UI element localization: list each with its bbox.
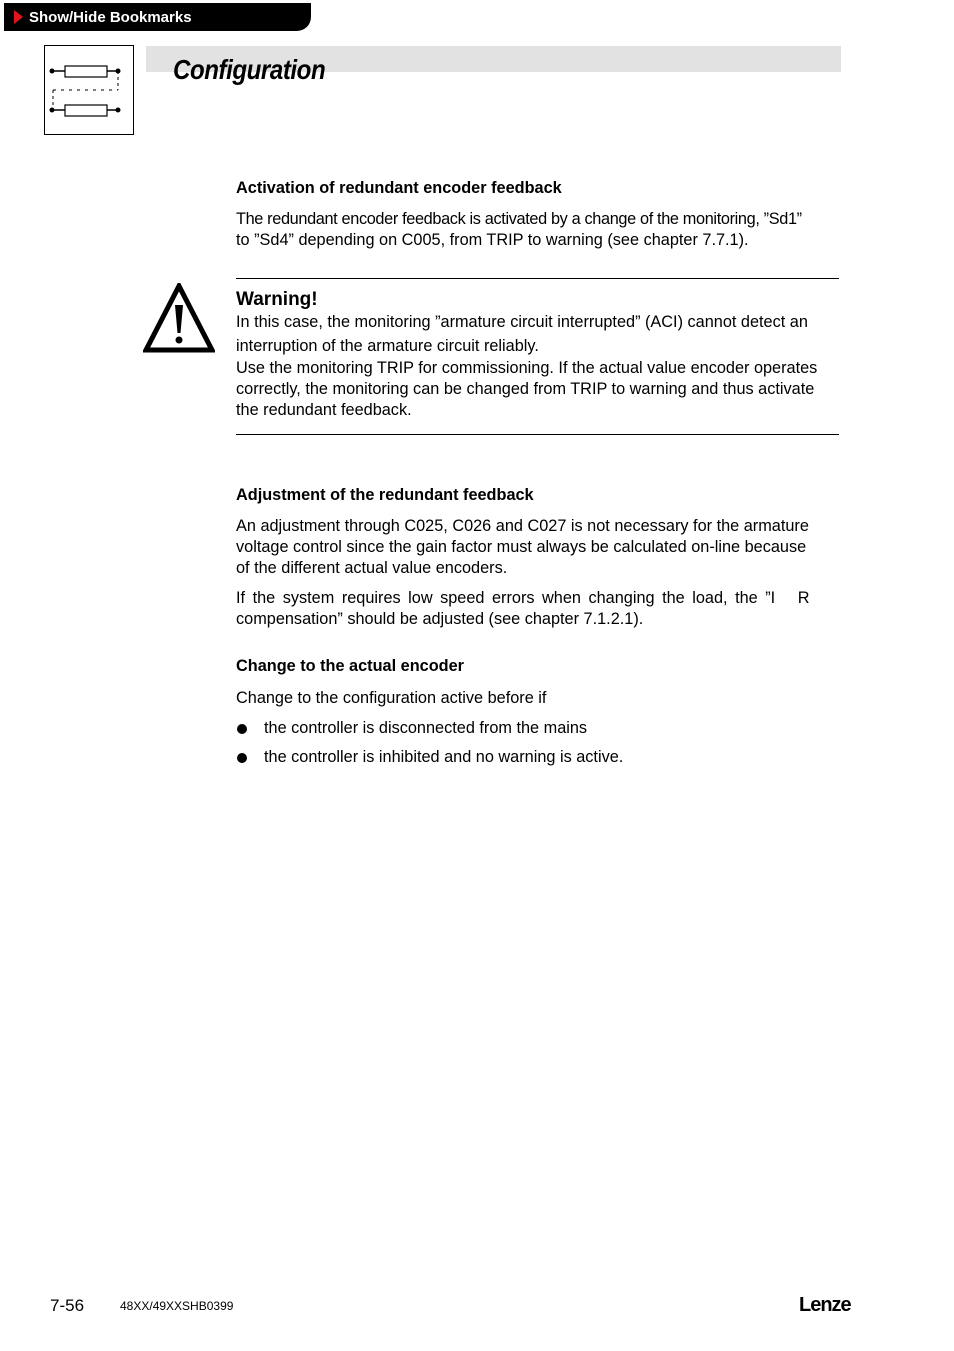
warning-line: correctly, the monitoring can be changed from TRIP to warning and thus activate [236, 380, 815, 398]
paragraph-line: The redundant encoder feedback is activated by a change of the monitoring, ”Sd1” [236, 210, 802, 228]
page-number: 7-56 [50, 1296, 85, 1315]
warning-line: interruption of the armature circuit reliably. [236, 337, 539, 355]
paragraph-line: of the different actual value encoders. [236, 559, 508, 577]
show-hide-bookmarks-button[interactable] [4, 3, 311, 31]
bullet-icon [237, 724, 247, 734]
warning-line: In this case, the monitoring ”armature circuit interrupted” (ACI) cannot detect an [236, 313, 808, 331]
list-item-text: the controller is disconnected from the mains [264, 719, 588, 737]
bookmark-button-label: Show/Hide Bookmarks [29, 8, 192, 26]
warning-line: Use the monitoring TRIP for commissioning. If the actual value encoder operates [236, 359, 818, 377]
paragraph-line: Change to the configuration active before if [236, 689, 547, 707]
paragraph-line: voltage control since the gain factor must always be calculated on-line because [236, 538, 807, 556]
warning-triangle-icon [143, 283, 215, 353]
warning-bottom-rule [236, 434, 839, 435]
brand-logo: Lenze [799, 1294, 851, 1316]
paragraph-line: An adjustment through C025, C026 and C027 is not necessary for the armature [236, 517, 809, 535]
section-adjustment [236, 485, 841, 630]
bullet-icon [237, 753, 247, 763]
paragraph-line: to ”Sd4” depending on C005, from TRIP to warning (see chapter 7.7.1). [236, 231, 749, 249]
section-activation [236, 178, 841, 251]
document-id: 48XX/49XXSHB0399 [120, 1299, 234, 1313]
page-title: Configuration [173, 54, 326, 85]
warning-title: Warning! [236, 289, 318, 310]
warning-block [236, 289, 841, 421]
circuit-diagram-icon [44, 45, 134, 135]
paragraph-line: compensation” should be adjusted (see chapter 7.1.2.1). [236, 610, 644, 628]
section-heading: Adjustment of the redundant feedback [236, 486, 534, 504]
warning-top-rule [236, 278, 839, 279]
list-item-text: the controller is inhibited and no warning is active. [264, 748, 624, 766]
warning-line: the redundant feedback. [236, 401, 412, 419]
section-heading: Change to the actual encoder [236, 657, 464, 675]
paragraph-line: If the system requires low speed errors when changing the load, the ”I R [236, 589, 810, 607]
list-item [236, 719, 587, 738]
section-heading: Activation of redundant encoder feedback [236, 179, 562, 197]
triangle-right-icon [14, 10, 23, 24]
section-change [236, 656, 841, 709]
list-item [236, 748, 623, 767]
